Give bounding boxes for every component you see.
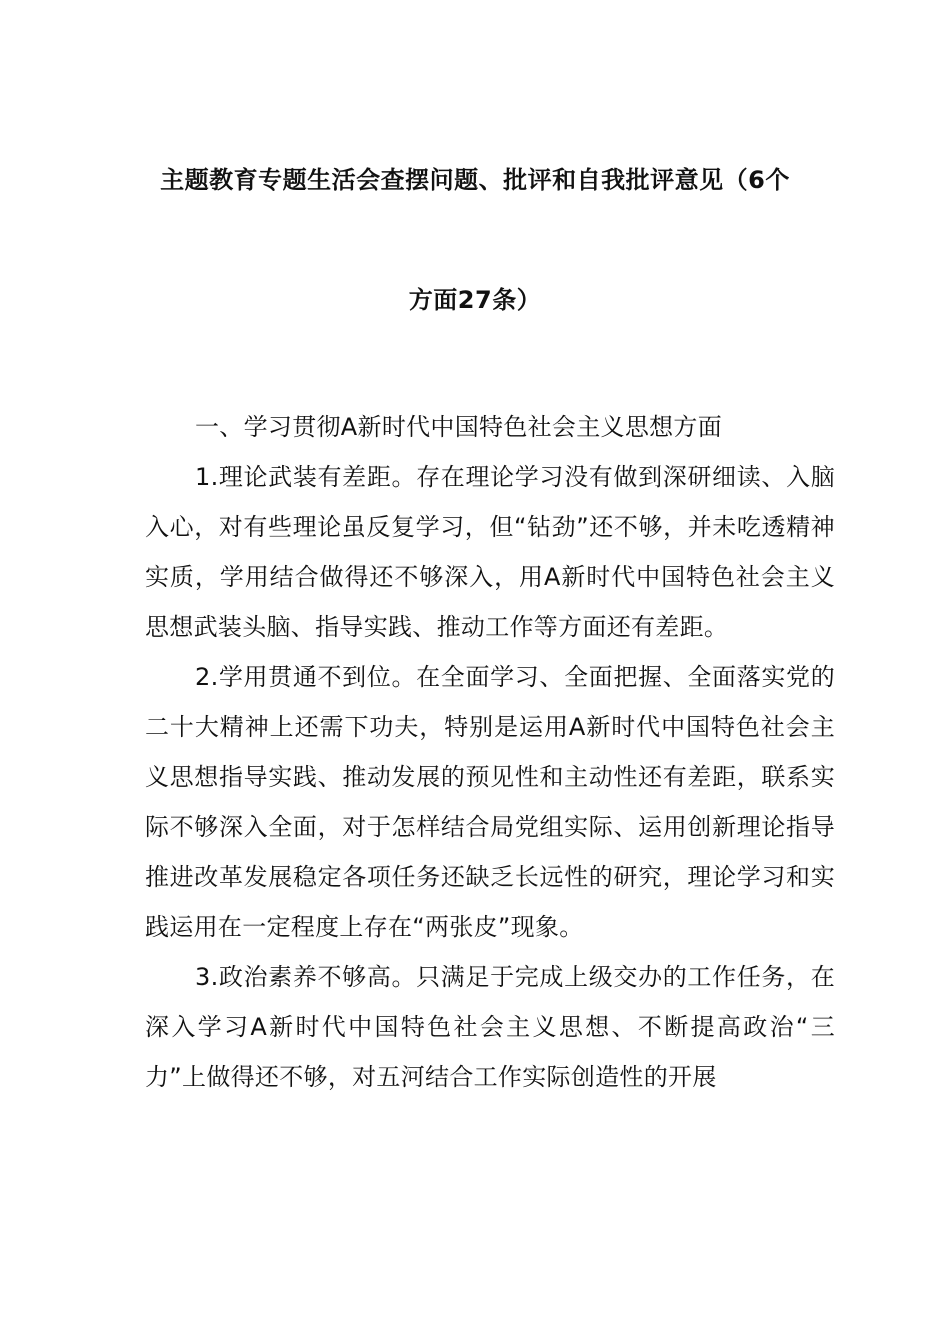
section-heading: 一、学习贯彻A新时代中国特色社会主义思想方面 — [195, 413, 723, 441]
document-body — [145, 402, 835, 1102]
paragraph-3: 3.政治素养不够高。只满足于完成上级交办的工作任务，在深入学习A新时代中国特色社会主义思想、不断提高政治“三力”上做得还不够，对五河结合工作实际创造性的开展 — [145, 963, 835, 1091]
paragraph-2: 2.学用贯通不到位。在全面学习、全面把握、全面落实党的二十大精神上还需下功夫，特别是运用A新时代中国特色社会主义思想指导实践、推动发展的预见性和主动性还有差距，联系实际不够深入全面，对于怎样结合局党组实际、运用创新理论指导推进改革发展稳定各项任务还缺乏长远性的研究，理论学习和实践运用在一定程度上存在“两张皮”现象。 — [145, 663, 835, 941]
document-title-line-2: 方面27条） — [408, 286, 542, 314]
paragraph-1: 1.理论武装有差距。存在理论学习没有做到深研细读、入脑入心，对有些理论虽反复学习，但“钻劲”还不够，并未吃透精神实质，学用结合做得还不够深入，用A新时代中国特色社会主义思想武装头脑、指导实践、推动工作等方面还有差距。 — [145, 463, 835, 641]
document-title-line-1: 主题教育专题生活会查摆问题、批评和自我批评意见（6个 — [160, 166, 790, 194]
